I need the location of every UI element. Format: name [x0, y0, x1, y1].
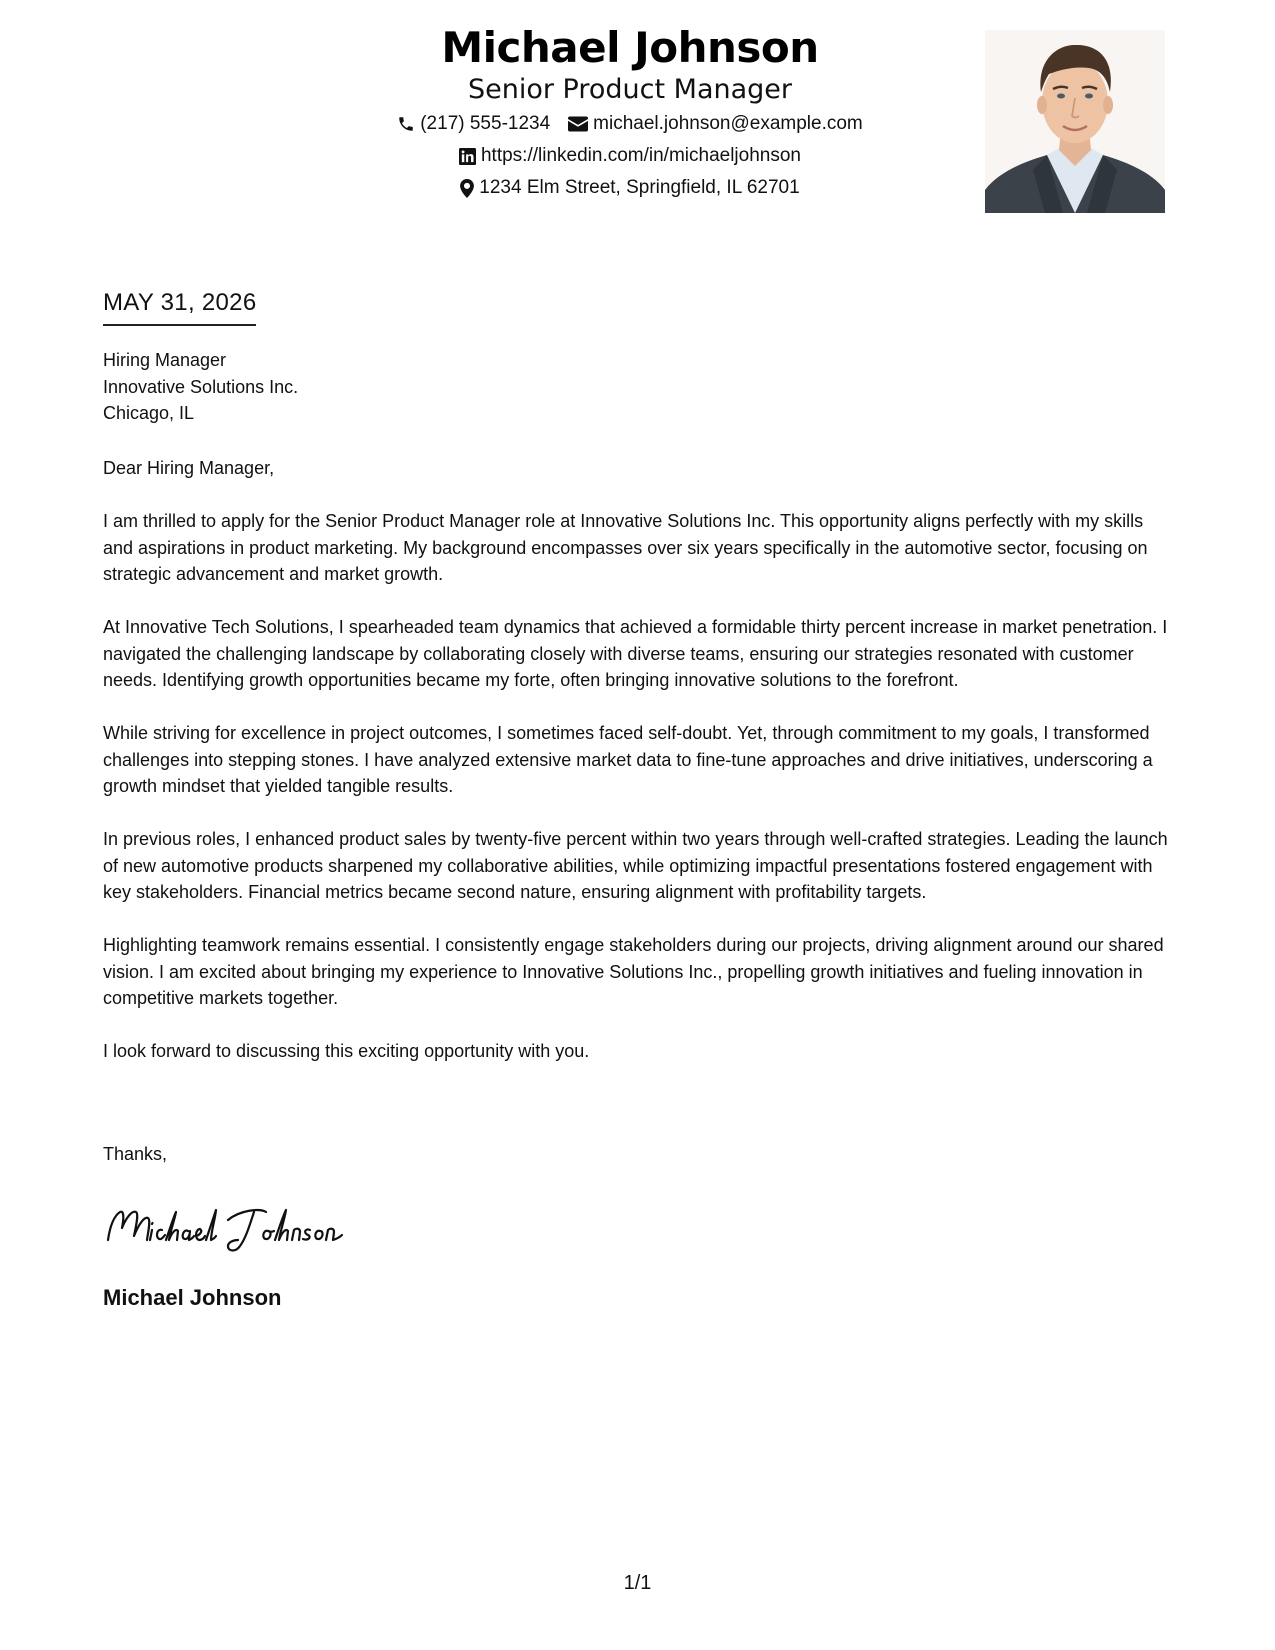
- applicant-name: Michael Johnson: [441, 23, 819, 72]
- letter-body: [103, 455, 1178, 1091]
- contact-linkedin[interactable]: [459, 140, 801, 172]
- envelope-icon: [568, 116, 588, 132]
- paragraph-2: At Innovative Tech Solutions, I spearheaded team dynamics that achieved a formidable thirty percent increase in market penetration. I navigated the challenging landscape by collaborating closely with diverse teams, ensuring our strategies resonated with customer needs. Identifying growth opportunities became my forte, often bringing innovative solutions to the forefront.: [103, 617, 1168, 690]
- map-pin-icon: [460, 179, 474, 198]
- recipient-company: Innovative Solutions Inc.: [103, 376, 299, 397]
- linkedin-icon: [459, 148, 476, 165]
- recipient-block: [103, 347, 298, 427]
- recipient-title: Hiring Manager: [103, 350, 227, 370]
- applicant-title: Senior Product Manager: [467, 74, 792, 105]
- handwritten-signature: [100, 1198, 370, 1258]
- profile-photo: [985, 30, 1165, 213]
- letter-date: MAY 31, 2026: [103, 288, 256, 326]
- email-address[interactable]: michael.johnson@example.com: [593, 113, 863, 134]
- paragraph-3: While striving for excellence in project outcomes, I sometimes faced self-doubt. Yet, through commitment to my goals, I transformed challenges into stepping stones. I have analyzed extensive market data to fine-tune approaches and drive initiatives, underscoring a growth mindset that yielded tangible results.: [103, 723, 1153, 796]
- closing: Thanks,: [103, 1144, 168, 1164]
- paragraph-4: In previous roles, I enhanced product sales by twenty-five percent within two years through well-crafted strategies. Leading the launch of new automotive products sharpened my collaborative abilities, while optimizing impactful presentations fostered engagement with key stakeholders. Financial metrics became second nature, ensuring alignment with profitability targets.: [103, 829, 1168, 902]
- recipient-location: Chicago, IL: [103, 403, 195, 423]
- street-address: 1234 Elm Street, Springfield, IL 62701: [479, 177, 800, 198]
- phone-icon: [397, 115, 415, 133]
- contact-row-linkedin: [330, 140, 930, 172]
- paragraph-5: Highlighting teamwork remains essential. I consistently engage stakeholders during our projects, driving alignment around our shared vision. I am excited about bringing my experience to Innovative Solutions Inc., propelling growth initiatives and fueling innovation in competitive markets together.: [103, 935, 1164, 1008]
- phone-number: (217) 555-1234: [420, 113, 551, 134]
- contact-address: [460, 172, 799, 204]
- contact-row-phone-email: [330, 108, 930, 140]
- signer-name: Michael Johnson: [103, 1285, 282, 1310]
- salutation: Dear Hiring Manager,: [103, 458, 275, 478]
- linkedin-url[interactable]: https://linkedin.com/in/michaeljohnson: [480, 145, 801, 166]
- contact-phone: [397, 108, 550, 140]
- contact-row-address: [330, 172, 930, 204]
- paragraph-6: I look forward to discussing this exciting opportunity with you.: [103, 1041, 590, 1061]
- paragraph-1: I am thrilled to apply for the Senior Product Manager role at Innovative Solutions Inc. This opportunity aligns perfectly with my skills and aspirations in product marketing. My background encompasses over six years specifically in the automotive sector, focusing on strategic advancement and market growth.: [103, 511, 1148, 584]
- contact-email[interactable]: [568, 108, 863, 140]
- page-number: 1/1: [623, 1572, 652, 1594]
- letter-header: [330, 22, 930, 204]
